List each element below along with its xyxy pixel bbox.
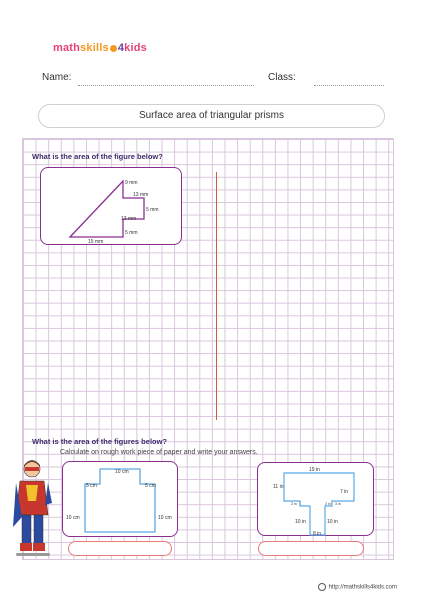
question-2-text: What is the area of the figures below?: [32, 437, 168, 446]
label-a-left-step: 5 cm: [86, 483, 97, 489]
label-b-left: 11 in: [273, 484, 284, 490]
instruction-text: Calculate on rough work piece of paper and write your answers.: [60, 449, 258, 456]
label-a-top: 10 cm: [115, 469, 129, 475]
label-a-right-step: 5 cm: [145, 483, 156, 489]
name-label: Name:: [42, 72, 72, 83]
label-step-v: 5 mm: [125, 230, 138, 236]
label-b-stem-left: 10 in: [295, 519, 306, 525]
answer-box-b[interactable]: [258, 541, 364, 556]
label-b-top: 19 in: [309, 467, 320, 473]
question-1-text: What is the area of the figure below?: [32, 152, 163, 161]
superhero-illustration: [12, 457, 54, 563]
plus-step-figure: [63, 462, 179, 538]
class-field[interactable]: [314, 85, 384, 86]
label-b-inner-left: 2 in: [291, 502, 297, 506]
figure-2a-frame: [62, 461, 178, 537]
label-b-right-top: 7 in: [340, 489, 349, 495]
label-b-inner: 3 in: [335, 502, 341, 506]
label-a-left: 10 cm: [66, 515, 80, 521]
t-shape-figure: [258, 463, 375, 537]
label-step1: 13 mm: [133, 192, 149, 198]
name-field[interactable]: [78, 85, 254, 86]
label-top: 9 mm: [125, 180, 138, 186]
answer-box-a[interactable]: [68, 541, 172, 556]
label-b-inner-right: 2 in: [325, 502, 331, 506]
worksheet-title: Surface area of triangular prisms: [38, 104, 385, 128]
label-right: 5 mm: [146, 207, 159, 213]
triangle-step-figure: [41, 168, 183, 246]
logo-dot-icon: [110, 45, 117, 52]
divider-line: [216, 172, 217, 420]
label-b-stem-right: 10 in: [327, 519, 338, 525]
figure-1-frame: [40, 167, 182, 245]
globe-icon: [318, 583, 326, 591]
footer-url[interactable]: http://mathskills4kids.com: [318, 583, 397, 591]
label-step2: 13 mm: [121, 216, 137, 222]
figure-2b-frame: [257, 462, 374, 536]
label-base: 15 mm: [88, 239, 104, 245]
label-a-right: 10 cm: [158, 515, 172, 521]
label-b-bottom: 8 in: [313, 531, 322, 537]
class-label: Class:: [268, 72, 296, 83]
site-logo: mathskills 4kids: [53, 42, 147, 54]
